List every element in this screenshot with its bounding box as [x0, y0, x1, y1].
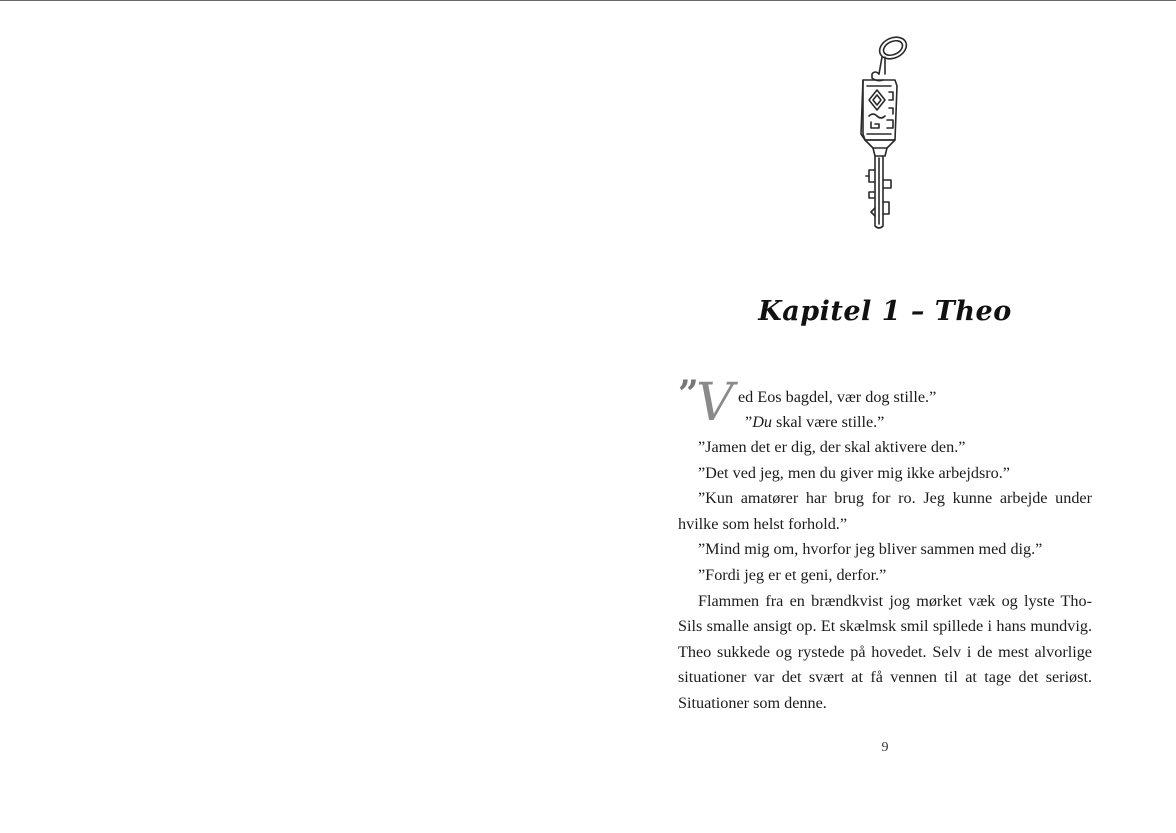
page-number: 9	[881, 740, 889, 755]
paragraph-1-first-line: ed Eos bagdel, vær dog stille.”	[738, 388, 937, 406]
key-pendant-icon	[845, 30, 925, 232]
paragraph-2-italic-word: Du	[752, 413, 772, 431]
dropcap-quote-mark: ”	[678, 373, 699, 415]
chapter-title: Kapitel 1 – Theo	[758, 296, 1012, 327]
paragraph-2	[745, 410, 884, 436]
paragraph-8: Flammen fra en brændkvist jog mørket væk og lyste Tho-Sils smalle ansigt op. Et skælmsk smil spillede i hans mundvig. Theo sukkede og rystede på hovedet. Selv i de mest alvorlige situationer var det svært at få vennen til at tage det seriøst. Situationer som denne.	[678, 591, 1092, 712]
paragraph-3: ”Jamen det er dig, der skal aktivere den.”	[698, 438, 966, 456]
dropcap-letter: V	[696, 373, 734, 433]
body-text	[678, 435, 1092, 717]
left-page-blank	[0, 1, 588, 833]
paragraph-2-quote: ”	[745, 413, 753, 431]
paragraph-4: ”Det ved jeg, men du giver mig ikke arbejdsro.”	[698, 463, 1010, 482]
paragraph-2-rest: skal være stille.”	[771, 413, 885, 431]
paragraph-7: ”Fordi jeg er et geni, derfor.”	[698, 565, 887, 584]
paragraph-5: ”Kun amatører har brug for ro. Jeg kunne arbejde under hvilke som helst forhold.”	[678, 489, 1092, 533]
paragraph-6: ”Mind mig om, hvorfor jeg bliver sammen med dig.”	[698, 540, 1043, 559]
